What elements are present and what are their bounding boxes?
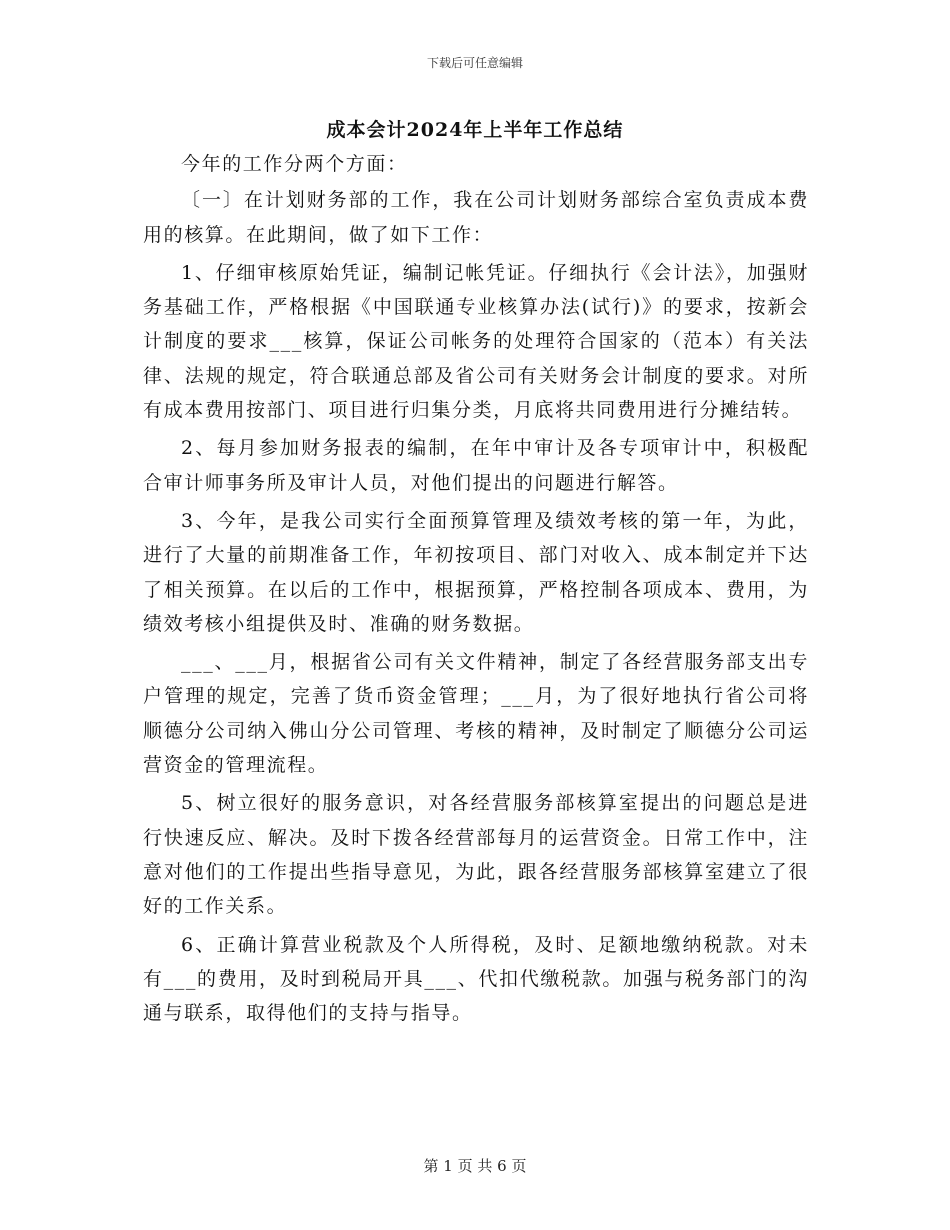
- paragraph-item-4: ___、___月，根据省公司有关文件精神，制定了各经营服务部支出专户管理的规定，完善了货币资金管理；___月，为了很好地执行省公司将顺德分公司纳入佛山分公司管理、考核的精神，及时制定了顺德分公司运营资金的管理流程。: [143, 651, 809, 777]
- page-number: 第 1 页 共 6 页: [423, 1157, 527, 1175]
- paragraph-item-6: 6、正确计算营业税款及个人所得税，及时、足额地缴纳税款。对未有___的费用，及时到税局开具___、代扣代缴税款。加强与税务部门的沟通与联系，取得他们的支持与指导。: [143, 933, 809, 1025]
- paragraph-item-2: 2、每月参加财务报表的编制，在年中审计及各专项审计中，积极配合审计师事务所及审计人员，对他们提出的问题进行解答。: [143, 437, 809, 494]
- document-title: 成本会计2024年上半年工作总结: [326, 119, 624, 141]
- document-body: [143, 147, 809, 1034]
- paragraph-section-1: 〔一〕在计划财务部的工作，我在公司计划财务部综合室负责成本费用的核算。在此期间，做了如下工作：: [143, 189, 809, 246]
- header-note: 下载后可任意编辑: [426, 56, 523, 70]
- paragraph-item-5: 5、树立很好的服务意识，对各经营服务部核算室提出的问题总是进行快速反应、解决。及时下拨各经营部每月的运营资金。日常工作中，注意对他们的工作提出些指导意见，为此，跟各经营服务部核算室建立了很好的工作关系。: [143, 792, 809, 918]
- paragraph-item-3: 3、今年，是我公司实行全面预算管理及绩效考核的第一年，为此，进行了大量的前期准备工作，年初按项目、部门对收入、成本制定并下达了相关预算。在以后的工作中，根据预算，严格控制各项成本、费用，为绩效考核小组提供及时、准确的财务数据。: [143, 509, 809, 635]
- paragraph-intro: 今年的工作分两个方面：: [181, 153, 408, 175]
- paragraph-item-1: 1、仔细审核原始凭证，编制记帐凭证。仔细执行《会计法》，加强财务基础工作，严格根据《中国联通专业核算办法(试行)》的要求，按新会计制度的要求___核算，保证公司帐务的处理符合国家的（范本）有关法律、法规的规定，符合联通总部及省公司有关财务会计制度的要求。对所有成本费用按部门、项目进行归集分类，月底将共同费用进行分摊结转。: [143, 261, 809, 422]
